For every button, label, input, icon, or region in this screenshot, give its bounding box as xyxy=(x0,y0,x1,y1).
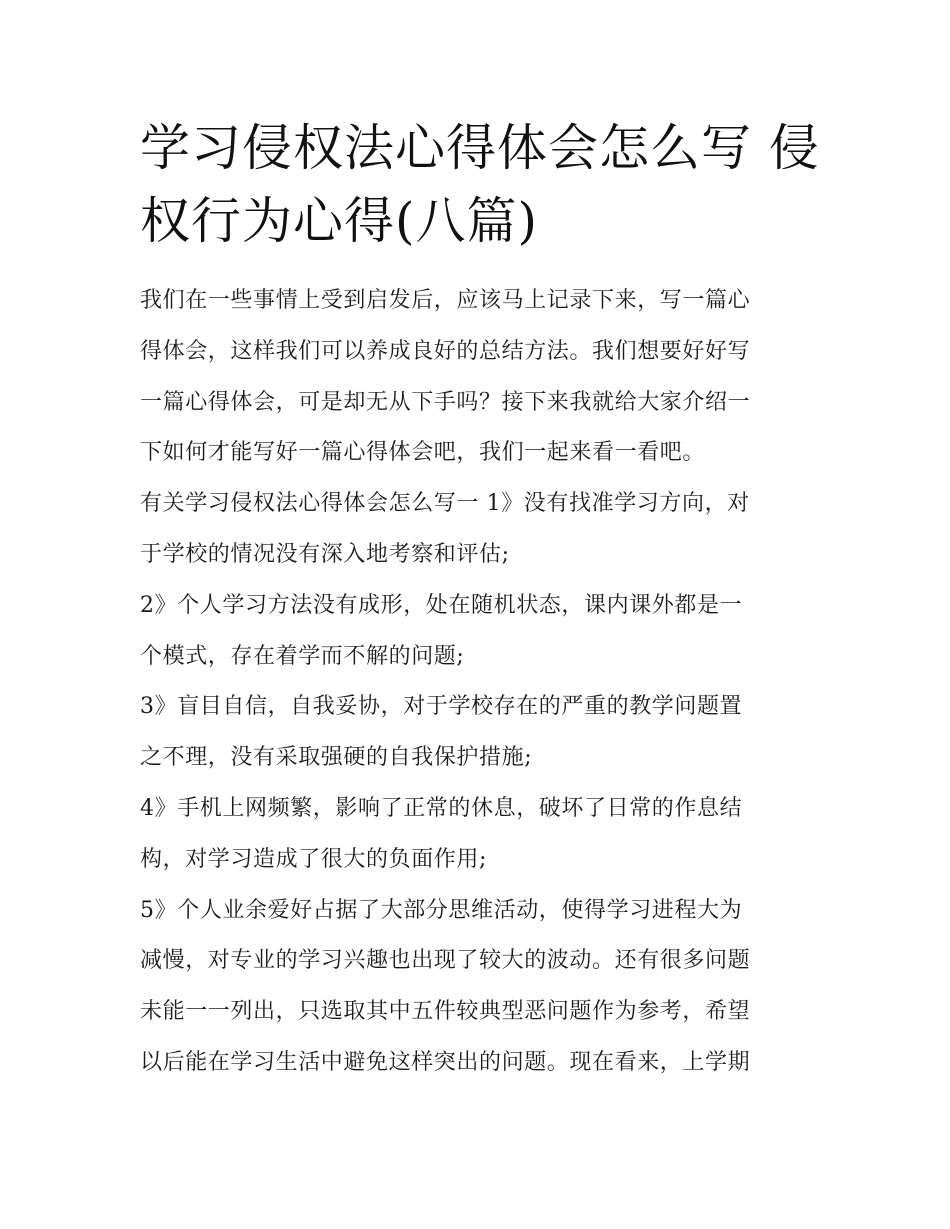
body-line: 一篇心得体会，可是却无从下手吗？接下来我就给大家介绍一 xyxy=(140,389,751,415)
body-line: 得体会，这样我们可以养成良好的总结方法。我们想要好好写 xyxy=(140,338,751,364)
body-line: 下如何才能写好一篇心得体会吧，我们一起来看一看吧。 xyxy=(140,440,706,466)
body-line: 2》个人学习方法没有成形，处在随机状态，课内课外都是一 xyxy=(140,592,743,618)
body-line: 3》盲目自信，自我妥协，对于学校存在的严重的教学问题置 xyxy=(140,694,743,720)
body-line: 我们在一些事情上受到启发后，应该马上记录下来，写一篇心 xyxy=(140,288,751,313)
body-line: 以后能在学习生活中避免这样突出的问题。现在看来，上学期 xyxy=(140,1049,751,1075)
body-line: 构，对学习造成了很大的负面作用; xyxy=(140,846,488,872)
body-line: 未能一一列出，只选取其中五件较典型恶问题作为参考，希望 xyxy=(140,999,751,1025)
title-line-2: 权行为心得(八篇) xyxy=(140,192,539,250)
body-line: 4》手机上网频繁，影响了正常的休息，破坏了日常的作息结 xyxy=(140,795,743,821)
body-line: 之不理，没有采取强硬的自我保护措施; xyxy=(140,745,533,771)
title-line-1: 学习侵权法心得体会怎么写 侵 xyxy=(140,119,820,177)
body-line: 于学校的情况没有深入地考察和评估; xyxy=(140,541,510,567)
document-title xyxy=(140,112,820,258)
body-line: 个模式，存在着学而不解的问题; xyxy=(140,643,465,669)
document-body xyxy=(140,276,830,1089)
body-line: 5》个人业余爱好占据了大部分思维活动，使得学习进程大为 xyxy=(140,897,743,923)
body-line: 减慢，对专业的学习兴趣也出现了较大的波动。还有很多问题 xyxy=(140,948,751,974)
body-line: 有关学习侵权法心得体会怎么写一 1》没有找准学习方向，对 xyxy=(140,491,750,517)
